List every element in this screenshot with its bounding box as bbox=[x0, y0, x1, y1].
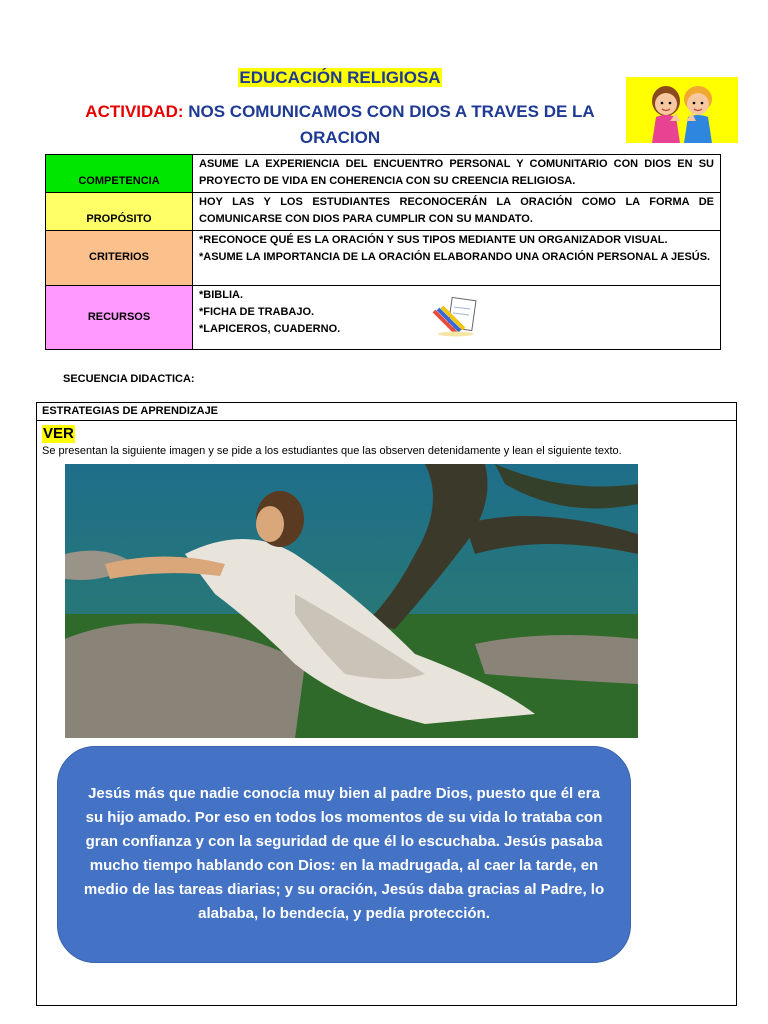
recurso-line: *LAPICEROS, CUADERNO. bbox=[199, 323, 341, 335]
criterios-row bbox=[46, 231, 721, 286]
proposito-text: HOY LAS Y LOS ESTUDIANTES RECONOCERÁN LA ORACIÓN COMO LA FORMA DE COMUNICARSE CON DIOS PARA CUMPLIR CON SU MANDATO. bbox=[193, 193, 721, 231]
jesus-praying-image bbox=[65, 464, 638, 738]
info-table bbox=[45, 154, 721, 350]
children-praying-image bbox=[626, 77, 738, 143]
recurso-line: *FICHA DE TRABAJO. bbox=[199, 306, 315, 318]
recurso-line: *BIBLIA. bbox=[199, 289, 243, 301]
sequence-label: SECUENCIA DIDACTICA: bbox=[63, 373, 195, 385]
activity-label: ACTIVIDAD: bbox=[85, 102, 184, 121]
proposito-row bbox=[46, 193, 721, 231]
criterio-line: *ASUME LA IMPORTANCIA DE LA ORACIÓN ELABORANDO UNA ORACIÓN PERSONAL A JESÚS. bbox=[199, 251, 711, 263]
reading-text-box: Jesús más que nadie conocía muy bien al padre Dios, puesto que él era su hijo amado. Por eso en todos los momentos de su vida lo trataba con gran confianza y con la seguridad de que él lo escuchaba. Jesús pasaba mucho tiempo hablando con Dios: en la madrugada, al caer la tarde, en medio de las tareas diarias; y su oración, Jesús daba gracias al Padre, lo alababa, lo bendecía, y pedía protección. bbox=[57, 746, 631, 963]
activity-heading bbox=[80, 99, 600, 151]
activity-title: NOS COMUNICAMOS CON DIOS A TRAVES DE LA ORACION bbox=[188, 102, 595, 147]
competencia-row bbox=[46, 155, 721, 193]
proposito-label: PROPÓSITO bbox=[46, 193, 193, 231]
recursos-label: RECURSOS bbox=[46, 286, 193, 350]
recursos-row bbox=[46, 286, 721, 350]
strategies-box bbox=[36, 402, 737, 1006]
competencia-text: ASUME LA EXPERIENCIA DEL ENCUENTRO PERSONAL Y COMUNITARIO CON DIOS EN SU PROYECTO DE VIDA EN COHERENCIA CON SU CREENCIA RELIGIOSA. bbox=[193, 155, 721, 193]
competencia-label: COMPETENCIA bbox=[46, 155, 193, 193]
ver-step-label: VER bbox=[43, 425, 74, 442]
subject-title: EDUCACIÓN RELIGIOSA bbox=[239, 68, 441, 87]
strategies-header: ESTRATEGIAS DE APRENDIZAJE bbox=[37, 403, 736, 421]
criterios-text bbox=[193, 231, 721, 286]
pencils-paper-icon bbox=[430, 297, 482, 337]
criterios-label: CRITERIOS bbox=[46, 231, 193, 286]
intro-text: Se presentan la siguiente imagen y se pide a los estudiantes que las observen detenidamente y lean el siguiente texto. bbox=[42, 445, 622, 457]
criterio-line: *RECONOCE QUÉ ES LA ORACIÓN Y SUS TIPOS MEDIANTE UN ORGANIZADOR VISUAL. bbox=[199, 234, 668, 246]
